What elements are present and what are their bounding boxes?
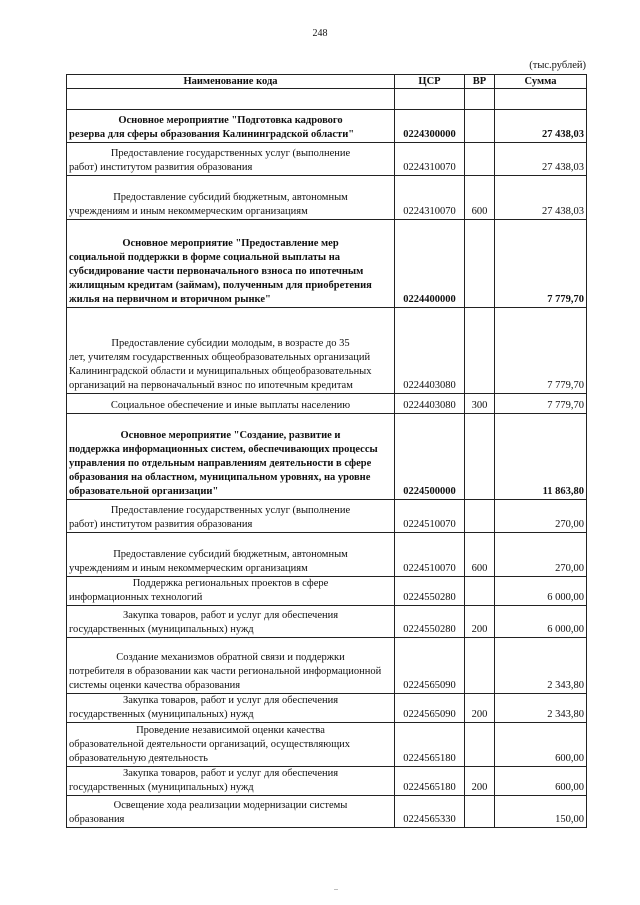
row-name-first-line: Закупка товаров, работ и услуг для обеспечения bbox=[122, 695, 339, 706]
row-sum: 11 863,80 bbox=[495, 414, 587, 500]
table-row bbox=[67, 220, 587, 308]
row-sum: 2 343,80 bbox=[495, 694, 587, 723]
row-vr bbox=[465, 220, 495, 308]
row-csr: 0224500000 bbox=[395, 414, 465, 500]
row-name-first-line: Предоставление субсидии молодым, в возрасте до 35 bbox=[111, 338, 350, 349]
row-csr bbox=[395, 89, 465, 110]
row-sum: 7 779,70 bbox=[495, 394, 587, 414]
row-vr bbox=[465, 796, 495, 828]
row-name-rest: социальной поддержки в форме социальной выплаты на субсидирование части первоначального взноса по ипотечным жилищным кредитам (займам), полученным для приобретения жилья на первичном и вторичном рынке" bbox=[69, 252, 372, 305]
row-name-first-line: Освещение хода реализации модернизации системы bbox=[113, 800, 348, 811]
row-name-first-line: Закупка товаров, работ и услуг для обеспечения bbox=[122, 768, 339, 779]
table-row bbox=[67, 110, 587, 143]
row-sum: 7 779,70 bbox=[495, 308, 587, 394]
row-vr bbox=[465, 143, 495, 176]
row-name-first-line: Социальное обеспечение и иные выплаты населению bbox=[110, 400, 351, 411]
row-name bbox=[67, 414, 395, 500]
row-sum: 6 000,00 bbox=[495, 577, 587, 606]
row-csr: 0224403080 bbox=[395, 308, 465, 394]
row-name-rest: информационных технологий bbox=[69, 592, 203, 603]
row-sum: 27 438,03 bbox=[495, 110, 587, 143]
row-name bbox=[67, 796, 395, 828]
row-name bbox=[67, 638, 395, 694]
row-name-first-line: Создание механизмов обратной связи и поддержки bbox=[116, 652, 345, 663]
row-sum: 7 779,70 bbox=[495, 220, 587, 308]
table-header-row bbox=[67, 75, 587, 89]
page-number: 248 bbox=[312, 28, 328, 39]
header-csr: ЦСР bbox=[395, 75, 465, 89]
row-csr: 0224310070 bbox=[395, 176, 465, 220]
row-vr: 600 bbox=[465, 176, 495, 220]
row-vr bbox=[465, 89, 495, 110]
table-row bbox=[67, 414, 587, 500]
row-name bbox=[67, 606, 395, 638]
row-csr: 0224550280 bbox=[395, 606, 465, 638]
row-vr: 600 bbox=[465, 533, 495, 577]
row-sum: 150,00 bbox=[495, 796, 587, 828]
row-csr: 0224565090 bbox=[395, 694, 465, 723]
table-row bbox=[67, 533, 587, 577]
row-vr bbox=[465, 414, 495, 500]
row-name-rest: образования bbox=[69, 814, 125, 825]
row-vr bbox=[465, 577, 495, 606]
row-sum: 2 343,80 bbox=[495, 638, 587, 694]
row-name-first-line: Основное мероприятие "Создание, развитие и bbox=[120, 430, 341, 441]
header-sum: Сумма bbox=[495, 75, 587, 89]
row-name-rest: лет, учителям государственных общеобразовательных организаций Калининградской области и муниципальных общеобразовательных организаций на первоначальный взнос по ипотечным кредитам bbox=[69, 352, 372, 391]
row-name bbox=[67, 89, 395, 110]
row-name bbox=[67, 500, 395, 533]
row-vr: 200 bbox=[465, 606, 495, 638]
row-csr: 0224510070 bbox=[395, 500, 465, 533]
row-name-rest: образовательной деятельности организаций, осуществляющих образовательную деятельность bbox=[69, 739, 351, 764]
table-row bbox=[67, 606, 587, 638]
row-name bbox=[67, 533, 395, 577]
row-name-first-line: Основное мероприятие "Подготовка кадрового bbox=[118, 115, 343, 126]
row-vr bbox=[465, 723, 495, 767]
row-csr: 0224565180 bbox=[395, 723, 465, 767]
row-name-rest: государственных (муниципальных) нужд bbox=[69, 709, 254, 720]
table-row bbox=[67, 308, 587, 394]
row-name-rest: учреждениям и иным некоммерческим организациям bbox=[69, 563, 308, 574]
table-row bbox=[67, 694, 587, 723]
row-name bbox=[67, 220, 395, 308]
row-sum: 600,00 bbox=[495, 767, 587, 796]
row-name bbox=[67, 110, 395, 143]
row-name-first-line: Предоставление субсидий бюджетным, автономным bbox=[113, 192, 348, 203]
row-csr: 0224403080 bbox=[395, 394, 465, 414]
table-row bbox=[67, 89, 587, 110]
row-name-first-line: Основное мероприятие "Предоставление мер bbox=[122, 238, 339, 249]
bottom-mark: .. bbox=[334, 883, 338, 892]
row-name-first-line: Поддержка региональных проектов в сфере bbox=[132, 578, 329, 589]
row-sum: 270,00 bbox=[495, 500, 587, 533]
row-csr: 0224300000 bbox=[395, 110, 465, 143]
row-vr: 300 bbox=[465, 394, 495, 414]
row-name-rest: работ) институтом развития образования bbox=[69, 519, 253, 530]
row-name-rest: резерва для сферы образования Калининградской области" bbox=[69, 129, 355, 140]
row-name-rest: учреждениям и иным некоммерческим организациям bbox=[69, 206, 308, 217]
row-vr: 200 bbox=[465, 694, 495, 723]
table-row bbox=[67, 796, 587, 828]
row-sum: 6 000,00 bbox=[495, 606, 587, 638]
row-csr: 0224565090 bbox=[395, 638, 465, 694]
row-vr bbox=[465, 308, 495, 394]
row-sum bbox=[495, 89, 587, 110]
row-name-rest: поддержка информационных систем, обеспечивающих процессы управления по отдельным направлениям деятельности в сфере образования на областном, муниципальном уровнях, на уровне образовательной организации" bbox=[69, 444, 378, 497]
row-name bbox=[67, 143, 395, 176]
table-row bbox=[67, 577, 587, 606]
table-row bbox=[67, 143, 587, 176]
table-row bbox=[67, 176, 587, 220]
row-name bbox=[67, 176, 395, 220]
row-vr bbox=[465, 638, 495, 694]
row-name bbox=[67, 694, 395, 723]
row-csr: 0224550280 bbox=[395, 577, 465, 606]
row-name bbox=[67, 723, 395, 767]
row-vr: 200 bbox=[465, 767, 495, 796]
row-name bbox=[67, 308, 395, 394]
table-row bbox=[67, 638, 587, 694]
row-name-first-line: Проведение независимой оценки качества bbox=[136, 725, 325, 736]
budget-table bbox=[66, 74, 587, 828]
row-sum: 270,00 bbox=[495, 533, 587, 577]
table-row bbox=[67, 394, 587, 414]
table-row bbox=[67, 723, 587, 767]
row-name-rest: потребителя в образовании как части региональной информационной системы оценки качества образования bbox=[69, 666, 382, 691]
row-csr: 0224510070 bbox=[395, 533, 465, 577]
row-name bbox=[67, 577, 395, 606]
row-csr: 0224565180 bbox=[395, 767, 465, 796]
table-row bbox=[67, 767, 587, 796]
units-label: (тыс.рублей) bbox=[529, 60, 586, 71]
row-name-first-line: Закупка товаров, работ и услуг для обеспечения bbox=[122, 610, 339, 621]
row-name bbox=[67, 394, 395, 414]
row-csr: 0224400000 bbox=[395, 220, 465, 308]
row-name-first-line: Предоставление государственных услуг (выполнение bbox=[110, 148, 351, 159]
header-vr: ВР bbox=[465, 75, 495, 89]
row-csr: 0224310070 bbox=[395, 143, 465, 176]
row-name bbox=[67, 767, 395, 796]
row-sum: 27 438,03 bbox=[495, 143, 587, 176]
row-name-first-line: Предоставление государственных услуг (выполнение bbox=[110, 505, 351, 516]
row-name-rest: государственных (муниципальных) нужд bbox=[69, 624, 254, 635]
header-name: Наименование кода bbox=[67, 75, 395, 89]
table-row bbox=[67, 500, 587, 533]
row-sum: 600,00 bbox=[495, 723, 587, 767]
row-csr: 0224565330 bbox=[395, 796, 465, 828]
row-sum: 27 438,03 bbox=[495, 176, 587, 220]
row-name-rest: государственных (муниципальных) нужд bbox=[69, 782, 254, 793]
row-name-rest: работ) институтом развития образования bbox=[69, 162, 253, 173]
row-name-first-line: Предоставление субсидий бюджетным, автономным bbox=[113, 549, 348, 560]
row-vr bbox=[465, 500, 495, 533]
row-vr bbox=[465, 110, 495, 143]
